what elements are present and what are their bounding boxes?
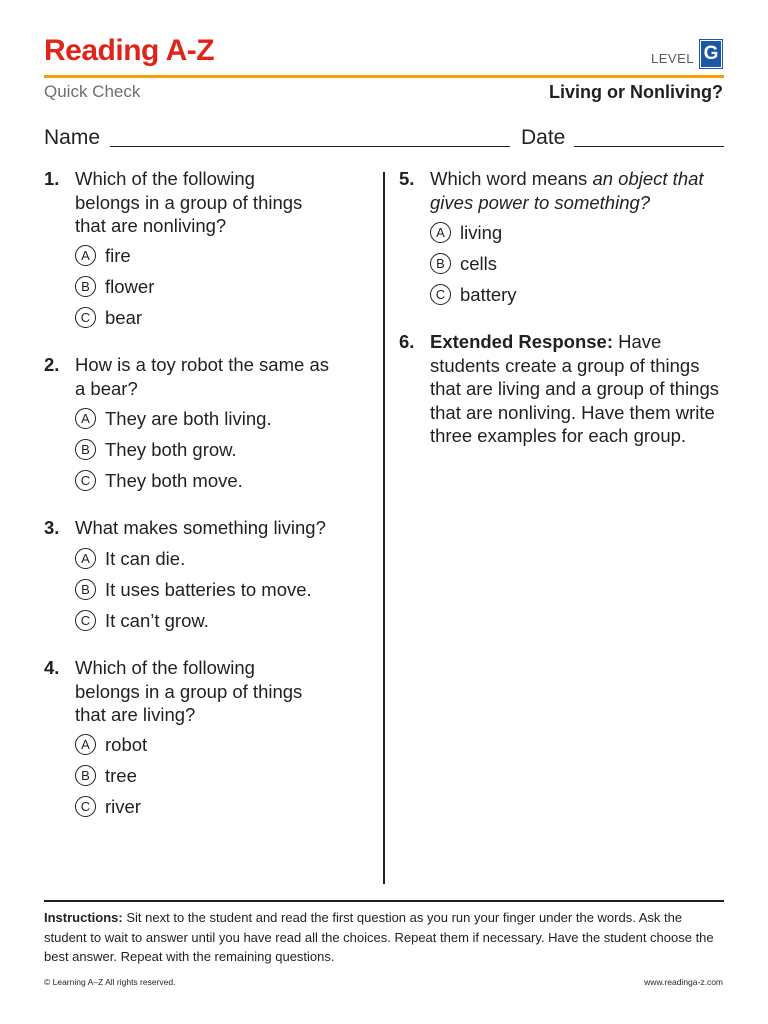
- choice-b[interactable]: [75, 578, 312, 602]
- choice-b[interactable]: [75, 275, 154, 299]
- choice-bubble[interactable]: B: [75, 765, 96, 786]
- level-indicator: [651, 40, 722, 68]
- question-4: [44, 656, 344, 826]
- question-5: [399, 167, 725, 317]
- choice-text: living: [460, 222, 503, 243]
- page-subtitle: Quick Check: [44, 82, 141, 101]
- question-text: Which of the following belongs in a group of things that are living?: [75, 657, 303, 725]
- page-title: Living or Nonliving?: [549, 82, 723, 102]
- name-label: Name: [44, 126, 101, 149]
- choice-c[interactable]: [75, 306, 142, 330]
- extended-response-text: Have students create a group of things that are living and a group of things that are nonliving. Have them write three examples for each group.: [430, 331, 719, 446]
- choice-text: They both grow.: [105, 439, 237, 460]
- choice-bubble[interactable]: B: [75, 276, 96, 297]
- question-text: [430, 167, 725, 214]
- choice-a[interactable]: [75, 407, 272, 431]
- choice-c[interactable]: [430, 283, 517, 307]
- choice-bubble[interactable]: B: [430, 253, 451, 274]
- question-text: Which of the following belongs in a group of things that are nonliving?: [75, 168, 303, 236]
- choice-bubble[interactable]: C: [430, 284, 451, 305]
- choice-b[interactable]: [75, 764, 137, 788]
- student-info-row: [44, 126, 724, 152]
- date-field[interactable]: [574, 146, 724, 147]
- level-badge: G: [700, 40, 722, 68]
- question-6: [399, 330, 725, 480]
- question-number: 6.: [399, 331, 415, 352]
- extended-response-label: Extended Response:: [430, 331, 613, 352]
- choice-text: flower: [105, 276, 155, 297]
- question-text: How is a toy robot the same as a bear?: [75, 354, 329, 399]
- choice-text: tree: [105, 765, 137, 786]
- question-1: [44, 167, 344, 337]
- question-3: [44, 516, 374, 646]
- choice-text: robot: [105, 734, 148, 755]
- choice-bubble[interactable]: A: [75, 245, 96, 266]
- instructions-label: Instructions:: [44, 910, 123, 925]
- question-text-definition: an object that gives power to something?: [430, 168, 704, 213]
- choice-bubble[interactable]: C: [75, 610, 96, 631]
- choice-text: It can die.: [105, 548, 186, 569]
- reading-az-logo: Reading A-Z: [44, 34, 215, 67]
- instructions: [44, 908, 724, 967]
- choice-bubble[interactable]: C: [75, 796, 96, 817]
- column-divider: [383, 172, 385, 884]
- choice-bubble[interactable]: A: [75, 408, 96, 429]
- choice-text: fire: [105, 245, 131, 266]
- level-label: LEVEL: [651, 51, 694, 66]
- choice-c[interactable]: [75, 795, 141, 819]
- choice-text: river: [105, 796, 141, 817]
- choice-bubble[interactable]: C: [75, 470, 96, 491]
- choice-text: It can’t grow.: [105, 610, 209, 631]
- question-number: 5.: [399, 168, 415, 189]
- date-label: Date: [521, 126, 566, 149]
- choice-text: They are both living.: [105, 408, 272, 429]
- choice-text: It uses batteries to move.: [105, 579, 312, 600]
- website-link[interactable]: www.readinga-z.com: [644, 977, 723, 987]
- question-text: What makes something living?: [75, 517, 326, 538]
- question-number: 2.: [44, 354, 60, 375]
- choice-text: bear: [105, 307, 143, 328]
- question-text: [430, 330, 725, 448]
- question-number: 1.: [44, 168, 60, 189]
- header-divider: [44, 75, 724, 78]
- choice-bubble[interactable]: B: [75, 439, 96, 460]
- choice-a[interactable]: [75, 733, 147, 757]
- choice-text: They both move.: [105, 470, 243, 491]
- choice-a[interactable]: [430, 221, 502, 245]
- choice-text: battery: [460, 284, 517, 305]
- choice-bubble[interactable]: A: [75, 548, 96, 569]
- choice-bubble[interactable]: A: [430, 222, 451, 243]
- name-field[interactable]: [110, 146, 510, 147]
- question-2: [44, 353, 344, 503]
- choice-c[interactable]: [75, 469, 243, 493]
- choice-bubble[interactable]: B: [75, 579, 96, 600]
- choice-a[interactable]: [75, 244, 131, 268]
- choice-c[interactable]: [75, 609, 209, 633]
- choice-text: cells: [460, 253, 498, 274]
- question-text-prefix: Which word means: [430, 168, 588, 189]
- instructions-text: Sit next to the student and read the first question as you run your finger under the words. Ask the student to wait to answer until you have read all the choices. Repeat them if necessary. Have the student choose the best answer. Repeat with the remaining questions.: [44, 910, 714, 964]
- question-number: 3.: [44, 517, 60, 538]
- choice-bubble[interactable]: C: [75, 307, 96, 328]
- choice-b[interactable]: [430, 252, 497, 276]
- choice-a[interactable]: [75, 547, 185, 571]
- footer-divider: [44, 900, 724, 902]
- copyright-notice: © Learning A–Z All rights reserved.: [44, 977, 176, 987]
- question-number: 4.: [44, 657, 60, 678]
- choice-b[interactable]: [75, 438, 237, 462]
- choice-bubble[interactable]: A: [75, 734, 96, 755]
